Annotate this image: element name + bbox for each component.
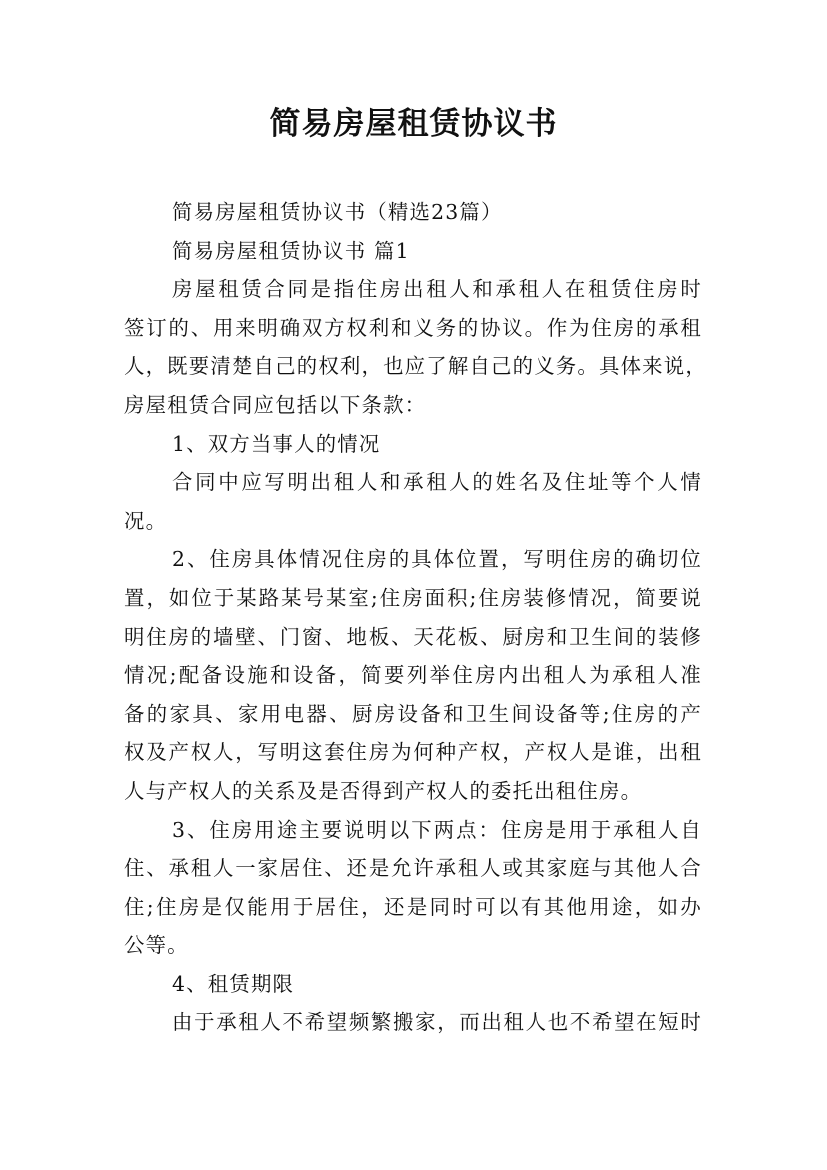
document-title: 简易房屋租赁协议书 [269, 106, 558, 142]
paragraph-line: 3、住房用途主要说明以下两点：住房是用于承租人自 [172, 817, 702, 842]
paragraph-line: 2、住房具体情况住房的具体位置，写明住房的确切位 [172, 547, 702, 572]
clause-heading: 4、租赁期限 [172, 971, 295, 996]
section-heading: 简易房屋租赁协议书 篇1 [172, 238, 410, 263]
paragraph-line: 住、承租人一家居住、还是允许承租人或其家庭与其他人合 [124, 856, 702, 881]
paragraph-line: 况。 [124, 508, 168, 533]
paragraph-line: 房屋租赁合同是指住房出租人和承租人在租赁住房时 [172, 277, 702, 302]
paragraph-line: 情况;配备设施和设备，简要列举住房内出租人为承租人准 [124, 663, 702, 688]
paragraph-line: 签订的、用来明确双方权利和义务的协议。作为住房的承租 [124, 315, 702, 340]
paragraph-line: 由于承租人不希望频繁搬家，而出租人也不希望在短时 [172, 1010, 702, 1035]
paragraph-line: 合同中应写明出租人和承租人的姓名及住址等个人情 [172, 470, 702, 495]
paragraph-line: 人，既要清楚自己的权利，也应了解自己的义务。具体来说， [124, 354, 707, 379]
paragraph-line: 公等。 [124, 933, 189, 958]
paragraph-line: 备的家具、家用电器、厨房设备和卫生间设备等;住房的产 [124, 701, 702, 726]
paragraph-line: 住;住房是仅能用于居住，还是同时可以有其他用途，如办 [124, 894, 702, 919]
paragraph-line: 明住房的墙壁、门窗、地板、天花板、厨房和卫生间的装修 [124, 624, 702, 649]
paragraph-line: 权及产权人，写明这套住房为何种产权，产权人是谁，出租 [124, 740, 702, 765]
paragraph-line: 房屋租赁合同应包括以下条款： [124, 392, 427, 417]
document-body [124, 193, 707, 1042]
paragraph-line: 置，如位于某路某号某室;住房面积;住房装修情况，简要说 [124, 585, 702, 610]
clause-heading: 1、双方当事人的情况 [172, 431, 381, 456]
paragraph-line: 人与产权人的关系及是否得到产权人的委托出租住房。 [124, 778, 643, 803]
subtitle-line: 简易房屋租赁协议书（精选23篇） [172, 200, 503, 224]
